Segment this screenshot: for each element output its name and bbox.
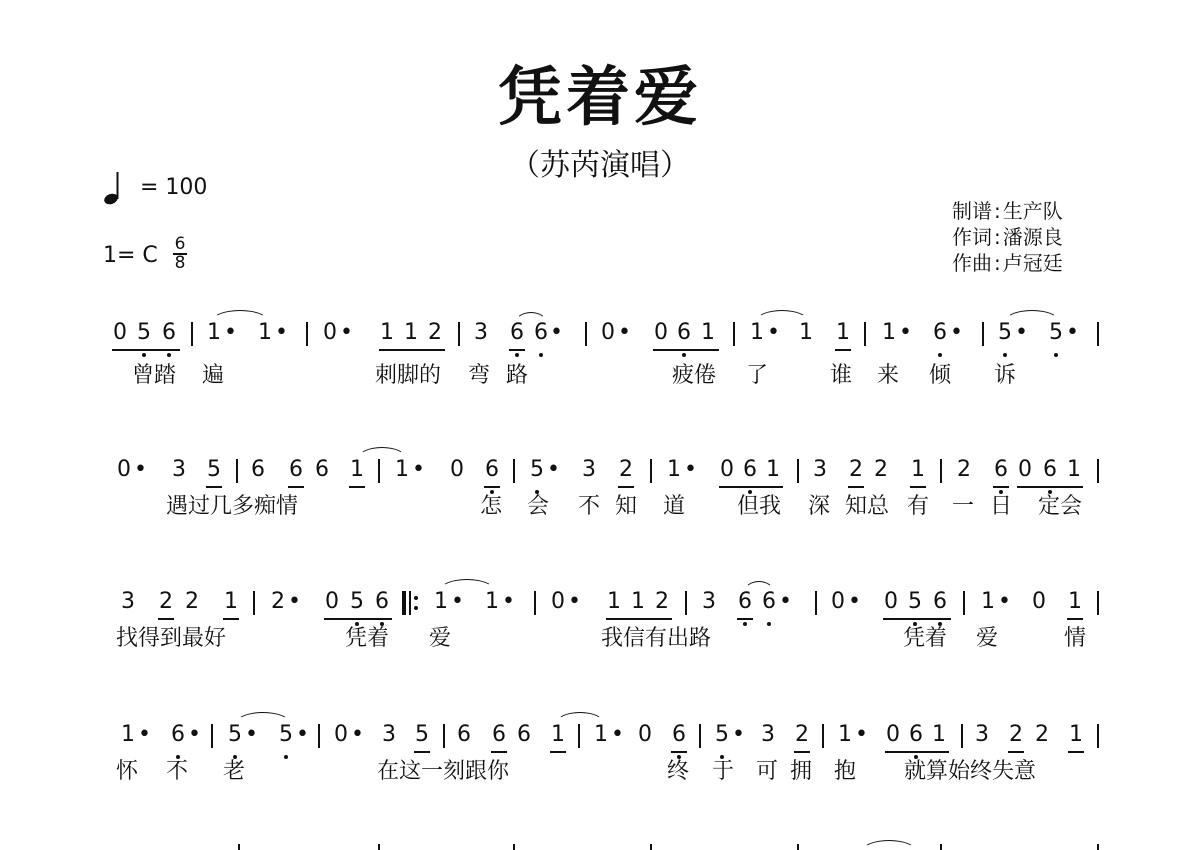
bar-line [378, 459, 380, 483]
note: 3 [474, 320, 488, 345]
note: 1 [258, 320, 272, 345]
dot-hold-mark: • [245, 722, 258, 747]
dot-hold-mark: • [288, 589, 301, 614]
bar-line [1097, 724, 1099, 748]
beam-underline [883, 618, 951, 620]
dot-hold-mark: • [340, 320, 353, 345]
note: 1 [207, 320, 221, 345]
dot-hold-mark: • [855, 722, 868, 747]
note: 6 [492, 722, 506, 747]
note: 0 [601, 320, 615, 345]
note: 1 [631, 589, 645, 614]
lower-octave-dot [1003, 353, 1007, 357]
bar-line [940, 844, 942, 850]
note: 6 [1043, 457, 1057, 482]
bar-line [685, 591, 687, 615]
bar-line [443, 724, 445, 748]
lyric: 我信有出路 [601, 626, 712, 651]
note: 5 [228, 722, 242, 747]
note: 1 [799, 320, 813, 345]
note: 6 [517, 722, 531, 747]
bar-line [236, 459, 238, 483]
quarter-note-icon [102, 170, 124, 206]
lyric: 知总 [845, 494, 890, 519]
lyric: 就算始终失意 [904, 759, 1037, 784]
beam-underline [112, 349, 180, 351]
bar-line [1097, 322, 1099, 346]
lyric: 路 [506, 363, 529, 388]
note: 0 [720, 457, 734, 482]
note: 1 [911, 457, 925, 482]
bar-line [513, 844, 515, 850]
lyric: 凭着 [903, 626, 948, 651]
note: 1 [551, 722, 565, 747]
lyric: 在这一刻跟你 [377, 759, 510, 784]
bar-line [306, 322, 308, 346]
lyric: 来 [877, 363, 900, 388]
lyric: 情 [1064, 626, 1087, 651]
beam-underline [509, 349, 525, 351]
score-system-5-partial [0, 838, 1200, 850]
lyric: 爱 [976, 626, 999, 651]
dot-hold-mark: • [899, 320, 912, 345]
note: 2 [655, 589, 669, 614]
note: 0 [551, 589, 565, 614]
lower-octave-dot [767, 622, 771, 626]
lyric: 怎 [480, 494, 503, 519]
bar-line [578, 724, 580, 748]
dot-hold-mark: • [1066, 320, 1079, 345]
note: 1 [932, 722, 946, 747]
lyric: 不 [578, 494, 601, 519]
dot-hold-mark: • [275, 320, 288, 345]
time-signature [172, 236, 188, 272]
note: 1 [766, 457, 780, 482]
note: 6 [743, 457, 757, 482]
lyric: 倾 [929, 363, 952, 388]
note: 1 [350, 457, 364, 482]
note: 1 [395, 457, 409, 482]
beam-underline [848, 486, 864, 488]
note: 1 [607, 589, 621, 614]
note: 6 [375, 589, 389, 614]
bar-line [318, 724, 320, 748]
lyric: 于 [712, 759, 735, 784]
note: 6 [677, 320, 691, 345]
note: 0 [1018, 457, 1032, 482]
bar-line [513, 459, 515, 483]
note: 6 [162, 320, 176, 345]
lyric: 曾踏 [132, 363, 177, 388]
dot-hold-mark: • [950, 320, 963, 345]
bar-line [534, 591, 536, 615]
lyric: 深 [808, 494, 831, 519]
credit-lyricist: 作词 : 潘源良 [952, 225, 1063, 249]
dot-hold-mark: • [224, 320, 237, 345]
lower-octave-dot [284, 755, 288, 759]
dot-hold-mark: • [611, 722, 624, 747]
beam-underline [910, 486, 926, 488]
note: 3 [702, 589, 716, 614]
note: 3 [761, 722, 775, 747]
bar-line [733, 322, 735, 346]
bar-line [211, 724, 213, 748]
note: 5 [998, 320, 1012, 345]
note: 3 [582, 457, 596, 482]
bar-line [1097, 591, 1099, 615]
note: 2 [185, 589, 199, 614]
note: 2 [619, 457, 633, 482]
note: 2 [849, 457, 863, 482]
lower-octave-dot [1054, 353, 1058, 357]
note: 5 [415, 722, 429, 747]
note: 6 [457, 722, 471, 747]
note: 6 [933, 589, 947, 614]
note: 6 [251, 457, 265, 482]
beam-underline [1017, 486, 1083, 488]
lyric: 诉 [994, 363, 1017, 388]
beam-underline [158, 618, 174, 620]
bar-line [822, 724, 824, 748]
lower-octave-dot [142, 353, 146, 357]
note: 6 [171, 722, 185, 747]
note: 6 [289, 457, 303, 482]
lyric: 可 [756, 759, 779, 784]
beam-underline [550, 751, 566, 753]
beam-underline [794, 751, 810, 753]
lyric: 知 [615, 494, 638, 519]
note: 0 [117, 457, 131, 482]
lyric: 疲倦 [672, 363, 717, 388]
note: 0 [884, 589, 898, 614]
note: 1 [836, 320, 850, 345]
bar-line [797, 459, 799, 483]
note: 1 [1067, 457, 1081, 482]
credit-arranger: 制谱 : 生产队 [952, 199, 1063, 223]
beam-underline [653, 349, 719, 351]
note: 2 [795, 722, 809, 747]
time-signature-bottom: 8 [174, 252, 186, 273]
beam-underline [737, 618, 753, 620]
lower-octave-dot [515, 353, 519, 357]
note: 6 [534, 320, 548, 345]
note: 1 [594, 722, 608, 747]
lyric: 不 [166, 759, 189, 784]
dot-hold-mark: • [188, 722, 201, 747]
dot-hold-mark: • [848, 589, 861, 614]
bar-line [402, 591, 406, 615]
dot-hold-mark: • [502, 589, 515, 614]
dot-hold-mark: • [296, 722, 309, 747]
bar-line [940, 459, 942, 483]
note: 6 [994, 457, 1008, 482]
note: 0 [334, 722, 348, 747]
note: 1 [667, 457, 681, 482]
bar-line [253, 591, 255, 615]
beam-underline [324, 618, 392, 620]
bar-line [378, 844, 380, 850]
note: 5 [908, 589, 922, 614]
bar-line [1097, 844, 1099, 850]
note: 0 [323, 320, 337, 345]
note: 0 [450, 457, 464, 482]
lower-octave-dot [743, 622, 747, 626]
page-subtitle: （苏芮演唱） [510, 148, 690, 183]
dot-hold-mark: • [138, 722, 151, 747]
note: 0 [638, 722, 652, 747]
note: 3 [121, 589, 135, 614]
dot-hold-mark: • [767, 320, 780, 345]
note: 5 [279, 722, 293, 747]
note: 2 [1009, 722, 1023, 747]
score-system-3 [0, 587, 1200, 687]
note: 1 [121, 722, 135, 747]
lyric: 定会 [1038, 494, 1083, 519]
dot-hold-mark: • [684, 457, 697, 482]
lyric: 老 [223, 759, 246, 784]
note: 0 [654, 320, 668, 345]
note: 0 [886, 722, 900, 747]
lyric: 了 [746, 363, 769, 388]
note: 2 [1035, 722, 1049, 747]
score-system-4 [0, 720, 1200, 820]
lyric: 会 [527, 494, 550, 519]
beam-underline [414, 751, 430, 753]
note: 1 [838, 722, 852, 747]
lyric: 拥 [790, 759, 813, 784]
note: 5 [1049, 320, 1063, 345]
dot-hold-mark: • [732, 722, 745, 747]
note: 2 [957, 457, 971, 482]
lyric: 道 [663, 494, 686, 519]
note: 6 [738, 589, 752, 614]
bar-line [797, 844, 799, 850]
dot-hold-mark: • [779, 589, 792, 614]
tie-arc [862, 840, 916, 850]
note: 6 [672, 722, 686, 747]
note: 3 [975, 722, 989, 747]
note: 6 [933, 320, 947, 345]
note: 2 [271, 589, 285, 614]
beam-underline [606, 618, 672, 620]
dot-hold-mark: • [568, 589, 581, 614]
key-signature: 1= C [103, 243, 158, 268]
beam-underline [671, 751, 687, 753]
note: 0 [113, 320, 127, 345]
bar-line [963, 591, 965, 615]
bar-line [961, 724, 963, 748]
note: 1 [981, 589, 995, 614]
score-system-2 [0, 455, 1200, 555]
note: 6 [315, 457, 329, 482]
bar-line [864, 322, 866, 346]
note: 6 [510, 320, 524, 345]
beam-underline [1067, 618, 1083, 620]
note: 1 [224, 589, 238, 614]
dot-hold-mark: • [998, 589, 1011, 614]
lyric: 遍 [202, 363, 225, 388]
note: 0 [1032, 589, 1046, 614]
bar-line [585, 322, 587, 346]
bar-line [650, 459, 652, 483]
note: 1 [1068, 589, 1082, 614]
note: 5 [207, 457, 221, 482]
score-system-1 [0, 318, 1200, 418]
lyric: 凭着 [345, 626, 390, 651]
beam-underline [379, 349, 445, 351]
beam-underline [206, 486, 222, 488]
dot-hold-mark: • [547, 457, 560, 482]
tempo-value: = 100 [140, 175, 208, 200]
note: 5 [530, 457, 544, 482]
lower-octave-dot [682, 353, 686, 357]
beam-underline [223, 618, 239, 620]
note: 1 [882, 320, 896, 345]
beam-underline [618, 486, 634, 488]
lyric: 抱 [834, 759, 857, 784]
dot-hold-mark: • [351, 722, 364, 747]
beam-underline [835, 349, 851, 351]
credit-composer: 作曲 : 卢冠廷 [952, 251, 1063, 275]
note: 1 [701, 320, 715, 345]
note: 5 [350, 589, 364, 614]
lyric: 弯 [468, 363, 491, 388]
beam-underline [993, 486, 1009, 488]
bar-line [458, 322, 460, 346]
bar-line [238, 844, 240, 850]
note: 3 [172, 457, 186, 482]
bar-line [982, 322, 984, 346]
beam-underline [1008, 751, 1024, 753]
note: 3 [382, 722, 396, 747]
note: 1 [434, 589, 448, 614]
lower-octave-dot [539, 353, 543, 357]
bar-line [191, 322, 193, 346]
lyric: 日 [990, 494, 1013, 519]
note: 3 [813, 457, 827, 482]
bar-line [650, 844, 652, 850]
dot-hold-mark: • [134, 457, 147, 482]
lyric: 一 [952, 494, 975, 519]
beam-underline [1068, 751, 1084, 753]
bar-line [1097, 459, 1099, 483]
credits [952, 198, 1063, 276]
lyric: 谁 [830, 363, 853, 388]
beam-underline [349, 486, 365, 488]
lyric: 但我 [737, 494, 782, 519]
lyric: 终 [667, 759, 690, 784]
note: 1 [485, 589, 499, 614]
note: 6 [762, 589, 776, 614]
note: 1 [1069, 722, 1083, 747]
time-signature-top: 6 [174, 234, 186, 254]
dot-hold-mark: • [451, 589, 464, 614]
note: 6 [485, 457, 499, 482]
note: 1 [380, 320, 394, 345]
note: 5 [137, 320, 151, 345]
beam-underline [885, 751, 949, 753]
beam-underline [484, 486, 500, 488]
lyric: 遇过几多痴情 [166, 494, 299, 519]
lyric: 有 [907, 494, 930, 519]
bar-line [409, 591, 411, 615]
note: 2 [874, 457, 888, 482]
beam-underline [491, 751, 507, 753]
page-title: 凭着爱 [498, 61, 702, 135]
lyric: 刺脚的 [375, 363, 442, 388]
note: 2 [428, 320, 442, 345]
bar-line [699, 724, 701, 748]
bar-line [815, 591, 817, 615]
repeat-sign [414, 596, 418, 616]
lyric: 找得到最好 [116, 626, 227, 651]
dot-hold-mark: • [618, 320, 631, 345]
dot-hold-mark: • [550, 320, 563, 345]
note: 6 [909, 722, 923, 747]
lower-octave-dot [167, 353, 171, 357]
note: 0 [325, 589, 339, 614]
note: 0 [831, 589, 845, 614]
note: 1 [750, 320, 764, 345]
note: 2 [159, 589, 173, 614]
lyric: 爱 [429, 626, 452, 651]
note: 1 [404, 320, 418, 345]
dot-hold-mark: • [1015, 320, 1028, 345]
dot-hold-mark: • [412, 457, 425, 482]
beam-underline [719, 486, 783, 488]
beam-underline [288, 486, 304, 488]
lyric: 怀 [116, 759, 139, 784]
lower-octave-dot [938, 353, 942, 357]
note: 5 [715, 722, 729, 747]
